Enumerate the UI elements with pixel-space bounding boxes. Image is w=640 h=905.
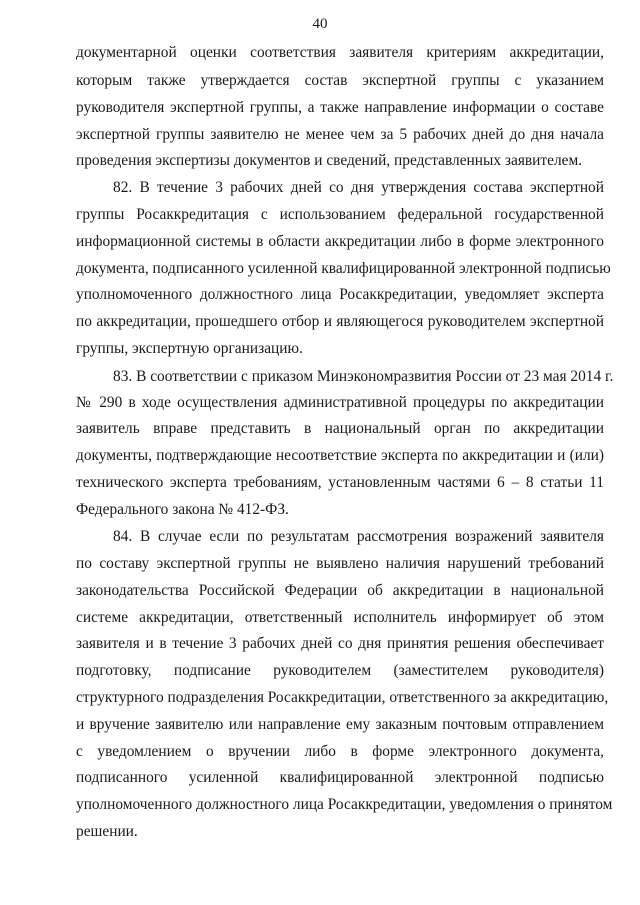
text-line: уполномоченного должностного лица Росаккредитации, уведомления о принятом [76,796,613,813]
text-line: группы Росаккредитация с использованием федеральной государственной [76,206,604,223]
paragraph-82-start: 82. В течение 3 рабочих дней со дня утверждения состава экспертной [113,179,604,196]
paragraph-83-start: 83. В соответствии с приказом Минэкономразвития России от 23 мая 2014 г. [113,368,614,385]
text-line: системе аккредитации, ответственный исполнитель информирует об этом [76,609,604,626]
text-line: уполномоченного должностного лица Росаккредитации, уведомляет эксперта [76,286,604,303]
text-line: решении. [76,823,138,840]
text-line: заявитель вправе представить в национальный орган по аккредитации [76,420,604,437]
text-line: Федерального закона № 412-ФЗ. [76,501,289,518]
text-line: по аккредитации, прошедшего отбор и являющегося руководителем экспертной [76,313,604,330]
page-number: 40 [312,16,328,32]
paragraph-84-start: 84. В случае если по результатам рассмотрения возражений заявителя [113,528,604,545]
text-line: технического эксперта требованиям, установленным частями 6 – 8 статьи 11 [76,474,604,491]
text-line: информационной системы в области аккредитации либо в форме электронного [76,233,604,250]
text-line: документа, подписанного усиленной квалифицированной электронной подписью [76,260,611,277]
text-line: подготовку, подписание руководителем (заместителем руководителя) [76,662,604,679]
text-line: с уведомлением о вручении либо в форме электронного документа, [76,743,604,760]
text-line: по составу экспертной группы не выявлено наличия нарушений требований [76,555,604,572]
text-line: № 290 в ходе осуществления административной процедуры по аккредитации [76,394,604,411]
text-line: документы, подтверждающие несоответствие эксперта по аккредитации и (или) [76,447,604,464]
text-line: и вручение заявителю или направление ему заказным почтовым отправлением [76,716,604,733]
text-line: законодательства Российской Федерации об аккредитации в национальной [76,582,604,599]
text-line: руководителя экспертной группы, а также направление информации о составе [76,99,604,116]
text-line: экспертной группы заявителю не менее чем за 5 рабочих дней до дня начала [76,126,604,143]
text-line: структурного подразделения Росаккредитации, ответственного за аккредитацию, [76,689,609,706]
text-line: проведения экспертизы документов и сведений, представленных заявителем. [76,152,583,169]
text-line: заявителя и в течение 3 рабочих дней со дня принятия решения обеспечивает [76,635,604,652]
text-line: которым также утверждается состав экспертной группы с указанием [76,72,604,89]
text-line: подписанного усиленной квалифицированной электронной подписью [76,769,604,786]
text-line: группы, экспертную организацию. [76,340,303,357]
text-line: документарной оценки соответствия заявителя критериям аккредитации, [76,44,604,61]
